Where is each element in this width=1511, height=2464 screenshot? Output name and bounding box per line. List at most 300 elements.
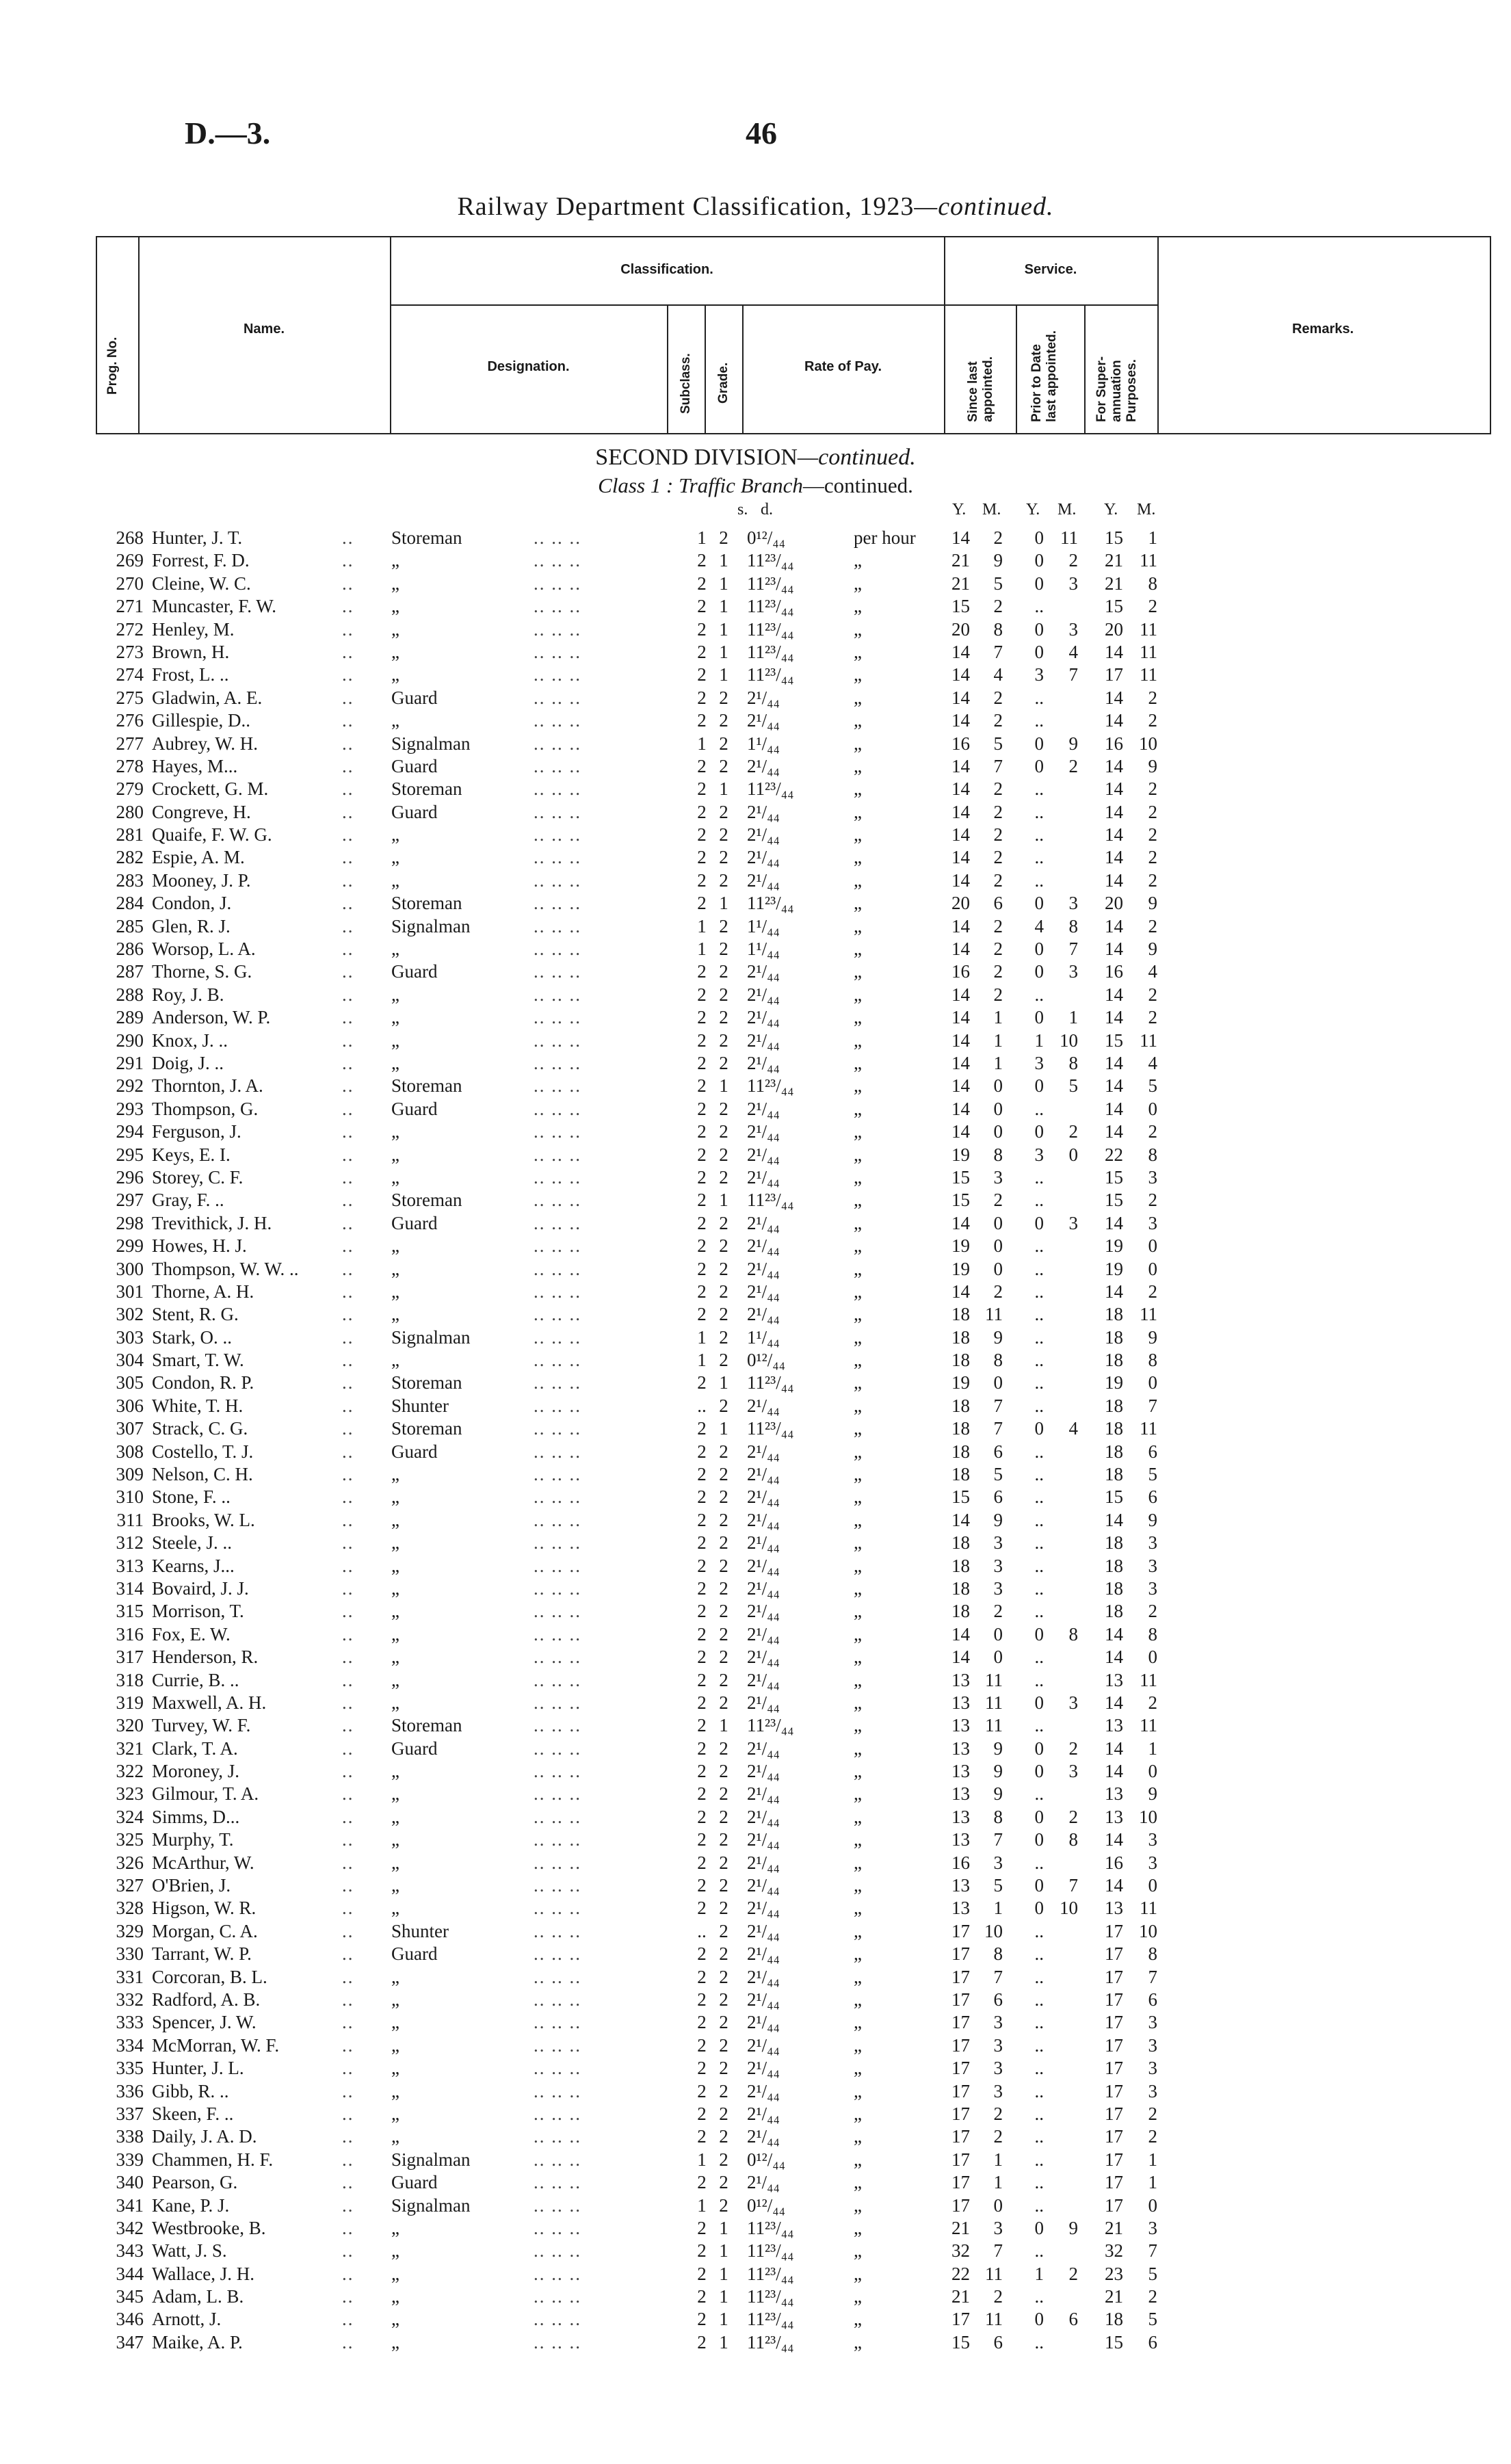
leader-dots: .. .. .. [534, 755, 581, 776]
employee-name-cell: Stent, R. G. [152, 1304, 239, 1325]
rate-of-pay-cell: 2¹/₄₄ [747, 2103, 780, 2124]
prior-years-cell: .. [1034, 1258, 1044, 1279]
rate-of-pay-cell: 2¹/₄₄ [747, 824, 780, 846]
leader-dots: .. [342, 2263, 354, 2284]
leader-dots: .. .. .. [534, 1235, 581, 1257]
leader-dots: .. .. .. [534, 1829, 581, 1850]
designation-cell: „ [391, 596, 399, 617]
since-years-cell: 14 [951, 984, 970, 1005]
prog-no-cell: 311 [116, 1509, 144, 1530]
prog-no-cell: 331 [116, 1966, 144, 1987]
leader-dots: .. .. .. [534, 1098, 581, 1119]
subclass-cell: 1 [697, 915, 707, 936]
prior-years-cell: .. [1034, 2080, 1044, 2101]
since-months-cell: 3 [993, 1555, 1003, 1576]
subclass-cell: 2 [697, 1075, 707, 1097]
prior-years-cell: .. [1034, 2012, 1044, 2033]
designation-cell: „ [391, 1121, 399, 1142]
prog-no-cell: 268 [116, 527, 144, 548]
employee-name-cell: Quaife, F. W. G. [152, 824, 272, 846]
designation-cell: Guard [391, 961, 438, 982]
prog-no-cell: 303 [116, 1326, 144, 1348]
prior-years-cell: .. [1034, 2286, 1044, 2307]
rate-unit-cell: „ [854, 1144, 862, 1165]
rate-unit-cell: „ [854, 1258, 862, 1279]
table-row [0, 1235, 1511, 1257]
rate-of-pay-cell: 2¹/₄₄ [747, 984, 780, 1005]
rate-of-pay-cell: 2¹/₄₄ [747, 2012, 780, 2033]
employee-name-cell: Morgan, C. A. [152, 1920, 258, 1941]
subclass-cell: 2 [697, 2309, 707, 2330]
super-years-cell: 21 [1105, 2217, 1123, 2238]
employee-name-cell: Roy, J. B. [152, 984, 224, 1005]
rate-of-pay-cell: 2¹/₄₄ [747, 1875, 780, 1896]
since-years-cell: 21 [951, 2217, 970, 2238]
table-row [0, 1897, 1511, 1919]
super-years-cell: 32 [1105, 2240, 1123, 2262]
header-grade: Grade. [716, 362, 731, 404]
rate-unit-cell: „ [854, 1166, 862, 1188]
rate-unit-cell: „ [854, 641, 862, 662]
super-months-cell: 0 [1148, 1761, 1157, 1782]
rate-of-pay-cell: 1¹/₄₄ [747, 1326, 780, 1348]
leader-dots: .. .. .. [534, 1166, 581, 1188]
super-years-cell: 18 [1105, 1304, 1123, 1325]
super-months-cell: 1 [1148, 527, 1157, 548]
leader-dots: .. [342, 664, 354, 685]
leader-dots: .. .. .. [534, 1190, 581, 1211]
prog-no-cell: 282 [116, 847, 144, 868]
header-remarks: Remarks. [1291, 322, 1354, 337]
prior-years-cell: .. [1034, 1555, 1044, 1576]
rate-of-pay-cell: 11²³/₄₄ [747, 2217, 794, 2238]
prior-years-cell: .. [1034, 1486, 1044, 1508]
super-years-cell: 19 [1105, 1372, 1123, 1393]
employee-name-cell: Anderson, W. P. [152, 1007, 271, 1028]
since-months-cell: 3 [993, 1532, 1003, 1554]
prog-no-cell: 310 [116, 1486, 144, 1508]
grade-cell: 2 [719, 1486, 728, 1508]
prior-years-cell: 3 [1034, 1144, 1044, 1165]
employee-name-cell: Nelson, C. H. [152, 1464, 253, 1485]
since-years-cell: 13 [951, 1898, 970, 1919]
rate-of-pay-cell: 0¹²/₄₄ [747, 1350, 786, 1371]
since-months-cell: 3 [993, 1852, 1003, 1873]
leader-dots: .. .. .. [534, 1852, 581, 1873]
rate-unit-cell: „ [854, 1235, 862, 1257]
subclass-cell: 2 [697, 2240, 707, 2262]
table-row [0, 1966, 1511, 1989]
leader-dots: .. [342, 1898, 354, 1919]
leader-dots: .. [342, 1623, 354, 1644]
since-years-cell: 15 [951, 1190, 970, 1211]
grade-cell: 2 [719, 1281, 728, 1302]
super-years-cell: 15 [1105, 527, 1123, 548]
rate-unit-cell: „ [854, 1761, 862, 1782]
since-years-cell: 16 [951, 961, 970, 982]
rate-of-pay-cell: 2¹/₄₄ [747, 1030, 780, 1051]
prog-no-cell: 322 [116, 1761, 144, 1782]
leader-dots: .. .. .. [534, 1806, 581, 1827]
since-months-cell: 2 [993, 984, 1003, 1005]
leader-dots: .. .. .. [534, 2058, 581, 2079]
rate-unit-cell: „ [854, 1852, 862, 1873]
rate-unit-cell: „ [854, 1121, 862, 1142]
rate-of-pay-cell: 11²³/₄₄ [747, 1418, 794, 1439]
grade-cell: 2 [719, 2194, 728, 2216]
leader-dots: .. [342, 1852, 354, 1873]
super-months-cell: 10 [1139, 1806, 1157, 1827]
super-years-cell: 19 [1105, 1235, 1123, 1257]
leader-dots: .. .. .. [534, 1212, 581, 1233]
since-months-cell: 0 [993, 1623, 1003, 1644]
prior-years-cell: .. [1034, 596, 1044, 617]
rate-unit-cell: „ [854, 1532, 862, 1554]
prior-years-cell: .. [1034, 1852, 1044, 1873]
prog-no-cell: 288 [116, 984, 144, 1005]
rate-of-pay-cell: 2¹/₄₄ [747, 1235, 780, 1257]
leader-dots: .. [342, 755, 354, 776]
leader-dots: .. [342, 1692, 354, 1713]
rate-unit-cell: „ [854, 1875, 862, 1896]
super-months-cell: 0 [1148, 1875, 1157, 1896]
super-months-cell: 2 [1148, 596, 1157, 617]
employee-name-cell: Keys, E. I. [152, 1144, 231, 1165]
grade-cell: 2 [719, 847, 728, 868]
prog-no-cell: 301 [116, 1281, 144, 1302]
prior-years-cell: 0 [1034, 1738, 1044, 1759]
super-years-cell: 14 [1105, 1875, 1123, 1896]
prog-no-cell: 302 [116, 1304, 144, 1325]
designation-cell: Signalman [391, 915, 471, 936]
rate-unit-cell: „ [854, 2080, 862, 2101]
leader-dots: .. [342, 1007, 354, 1028]
since-years-cell: 17 [951, 2172, 970, 2193]
prog-no-cell: 326 [116, 1852, 144, 1873]
prior-months-cell: 2 [1068, 755, 1078, 776]
prior-years-cell: .. [1034, 1350, 1044, 1371]
table-row [0, 1395, 1511, 1417]
since-years-cell: 13 [951, 1761, 970, 1782]
grade-cell: 2 [719, 1052, 728, 1073]
super-months-cell: 9 [1148, 755, 1157, 776]
super-months-cell: 2 [1148, 2126, 1157, 2147]
prior-years-cell: .. [1034, 1464, 1044, 1485]
employee-name-cell: Pearson, G. [152, 2172, 238, 2193]
grade-cell: 2 [719, 527, 728, 548]
designation-cell: „ [391, 1464, 399, 1485]
leader-dots: .. .. .. [534, 893, 581, 914]
prior-months-cell: 3 [1068, 1761, 1078, 1782]
since-months-cell: 8 [993, 1350, 1003, 1371]
leader-dots: .. .. .. [534, 1030, 581, 1051]
table-row [0, 1098, 1511, 1120]
since-months-cell: 2 [993, 710, 1003, 731]
designation-cell: Storeman [391, 527, 462, 548]
unit-pence: d. [761, 501, 773, 519]
subclass-cell: 1 [697, 2194, 707, 2216]
leader-dots: .. [342, 1258, 354, 1279]
prog-no-cell: 340 [116, 2172, 144, 2193]
employee-name-cell: Congreve, H. [152, 801, 251, 822]
leader-dots: .. [342, 1669, 354, 1690]
rate-unit-cell: „ [854, 984, 862, 1005]
leader-dots: .. [342, 1144, 354, 1165]
since-years-cell: 17 [951, 1920, 970, 1941]
since-months-cell: 1 [993, 1898, 1003, 1919]
super-months-cell: 11 [1140, 618, 1157, 640]
leader-dots: .. .. .. [534, 1555, 581, 1576]
prior-months-cell: 2 [1068, 550, 1078, 571]
rate-of-pay-cell: 2¹/₄₄ [747, 687, 780, 708]
grade-cell: 2 [719, 1144, 728, 1165]
super-months-cell: 11 [1140, 1418, 1157, 1439]
since-months-cell: 0 [993, 1212, 1003, 1233]
since-years-cell: 14 [951, 710, 970, 731]
employee-name-cell: Chammen, H. F. [152, 2149, 274, 2170]
grade-cell: 2 [719, 1966, 728, 1987]
super-years-cell: 14 [1105, 778, 1123, 800]
table-row [0, 801, 1511, 824]
employee-name-cell: Adam, L. B. [152, 2286, 244, 2307]
super-years-cell: 19 [1105, 1258, 1123, 1279]
table-row [0, 1075, 1511, 1097]
since-years-cell: 14 [951, 1007, 970, 1028]
super-months-cell: 9 [1148, 939, 1157, 960]
super-years-cell: 18 [1105, 1577, 1123, 1599]
rate-unit-cell: „ [854, 2194, 862, 2216]
grade-cell: 1 [719, 550, 728, 571]
leader-dots: .. .. .. [534, 2126, 581, 2147]
grade-cell: 2 [719, 1441, 728, 1462]
grade-cell: 2 [719, 2080, 728, 2101]
subclass-cell: 2 [697, 1304, 707, 1325]
employee-name-cell: Higson, W. R. [152, 1898, 257, 1919]
prior-years-cell: 0 [1034, 2309, 1044, 2330]
leader-dots: .. .. .. [534, 641, 581, 662]
designation-cell: „ [391, 1852, 399, 1873]
prior-years-cell: 0 [1034, 961, 1044, 982]
grade-cell: 1 [719, 2331, 728, 2352]
leader-dots: .. .. .. [534, 1532, 581, 1554]
prog-no-cell: 287 [116, 961, 144, 982]
rate-unit-cell: „ [854, 755, 862, 776]
designation-cell: Storeman [391, 1075, 462, 1097]
prior-years-cell: .. [1034, 1577, 1044, 1599]
rate-of-pay-cell: 2¹/₄₄ [747, 2172, 780, 2193]
subclass-cell: 2 [697, 1212, 707, 1233]
prior-years-cell: .. [1034, 1601, 1044, 1622]
employee-name-cell: Henley, M. [152, 618, 235, 640]
grade-cell: 2 [719, 1235, 728, 1257]
since-months-cell: 11 [985, 2309, 1003, 2330]
leader-dots: .. [342, 1372, 354, 1393]
designation-cell: „ [391, 1166, 399, 1188]
since-months-cell: 2 [993, 687, 1003, 708]
super-months-cell: 2 [1148, 984, 1157, 1005]
subclass-cell: 2 [697, 664, 707, 685]
since-years-cell: 14 [951, 1030, 970, 1051]
designation-cell: „ [391, 1258, 399, 1279]
leader-dots: .. [342, 1806, 354, 1827]
subclass-cell: 2 [697, 1692, 707, 1713]
super-years-cell: 17 [1105, 2149, 1123, 2170]
since-years-cell: 13 [951, 1875, 970, 1896]
rate-of-pay-cell: 2¹/₄₄ [747, 847, 780, 868]
prior-months-cell: 9 [1068, 2217, 1078, 2238]
subclass-cell: 2 [697, 596, 707, 617]
rate-unit-cell: „ [854, 2126, 862, 2147]
unit-labels [0, 501, 1511, 525]
employee-name-cell: Murphy, T. [152, 1829, 234, 1850]
employee-name-cell: Turvey, W. F. [152, 1715, 251, 1736]
rate-of-pay-cell: 11²³/₄₄ [747, 2240, 794, 2262]
designation-cell: Guard [391, 1738, 438, 1759]
super-years-cell: 14 [1105, 801, 1123, 822]
leader-dots: .. .. .. [534, 915, 581, 936]
leader-dots: .. [342, 1350, 354, 1371]
leader-dots: .. [342, 2126, 354, 2147]
since-months-cell: 9 [993, 1738, 1003, 1759]
leader-dots: .. .. .. [534, 618, 581, 640]
prior-years-cell: 0 [1034, 1007, 1044, 1028]
prior-years-cell: 0 [1034, 1875, 1044, 1896]
since-months-cell: 0 [993, 1121, 1003, 1142]
prog-no-cell: 297 [116, 1190, 144, 1211]
super-years-cell: 14 [1105, 687, 1123, 708]
prior-months-cell: 3 [1068, 1212, 1078, 1233]
rate-unit-cell: „ [854, 824, 862, 846]
table-row [0, 1189, 1511, 1211]
rate-unit-cell: „ [854, 1372, 862, 1393]
rate-of-pay-cell: 2¹/₄₄ [747, 1989, 780, 2010]
since-years-cell: 14 [951, 915, 970, 936]
employee-name-cell: O'Brien, J. [152, 1875, 231, 1896]
grade-cell: 2 [719, 1601, 728, 1622]
super-years-cell: 14 [1105, 847, 1123, 868]
grade-cell: 2 [719, 1806, 728, 1827]
super-months-cell: 2 [1148, 824, 1157, 846]
leader-dots: .. .. .. [534, 1464, 581, 1485]
employee-name-cell: Worsop, L. A. [152, 939, 256, 960]
grade-cell: 2 [719, 1532, 728, 1554]
rate-unit-cell: „ [854, 2309, 862, 2330]
designation-cell: Storeman [391, 778, 462, 800]
employee-name-cell: Doig, J. .. [152, 1052, 224, 1073]
rate-unit-cell: „ [854, 1007, 862, 1028]
table-row [0, 2240, 1511, 2262]
prior-months-cell: 10 [1060, 1898, 1078, 1919]
leader-dots: .. .. .. [534, 573, 581, 594]
employee-name-cell: Condon, J. [152, 893, 232, 914]
rate-of-pay-cell: 2¹/₄₄ [747, 1098, 780, 1119]
prog-no-cell: 320 [116, 1715, 144, 1736]
rate-of-pay-cell: 2¹/₄₄ [747, 1966, 780, 1987]
subclass-cell: 2 [697, 1144, 707, 1165]
leader-dots: .. .. .. [534, 1989, 581, 2010]
since-years-cell: 20 [951, 893, 970, 914]
leader-dots: .. .. .. [534, 1372, 581, 1393]
division-suffix: —continued. [797, 445, 916, 470]
super-years-cell: 17 [1105, 2103, 1123, 2124]
designation-cell: Guard [391, 1212, 438, 1233]
super-years-cell: 17 [1105, 1989, 1123, 2010]
leader-dots: .. .. .. [534, 1441, 581, 1462]
leader-dots: .. [342, 1601, 354, 1622]
leader-dots: .. .. .. [534, 1623, 581, 1644]
super-years-cell: 14 [1105, 1623, 1123, 1644]
employee-name-cell: Maike, A. P. [152, 2331, 243, 2352]
designation-cell: „ [391, 1601, 399, 1622]
subclass-cell: 2 [697, 1806, 707, 1827]
table-row [0, 709, 1511, 732]
since-years-cell: 14 [951, 1509, 970, 1530]
since-years-cell: 17 [951, 2103, 970, 2124]
prog-no-cell: 323 [116, 1783, 144, 1805]
table-row [0, 1052, 1511, 1075]
since-months-cell: 2 [993, 801, 1003, 822]
prior-years-cell: 0 [1034, 1806, 1044, 1827]
super-months-cell: 5 [1148, 1075, 1157, 1097]
since-months-cell: 4 [993, 664, 1003, 685]
employee-name-cell: Wallace, J. H. [152, 2263, 255, 2284]
super-months-cell: 3 [1148, 2058, 1157, 2079]
since-months-cell: 3 [993, 2080, 1003, 2101]
since-months-cell: 2 [993, 939, 1003, 960]
leader-dots: .. [342, 1166, 354, 1188]
since-years-cell: 17 [951, 1989, 970, 2010]
subclass-cell: 2 [697, 824, 707, 846]
rate-unit-cell: „ [854, 2286, 862, 2307]
rate-unit-cell: „ [854, 1075, 862, 1097]
grade-cell: 2 [719, 1212, 728, 1233]
table-row [0, 755, 1511, 778]
designation-cell: „ [391, 824, 399, 846]
since-months-cell: 0 [993, 1075, 1003, 1097]
prior-years-cell: .. [1034, 984, 1044, 1005]
leader-dots: .. [342, 984, 354, 1005]
super-months-cell: 5 [1148, 2309, 1157, 2330]
table-row [0, 641, 1511, 664]
leader-dots: .. .. .. [534, 1601, 581, 1622]
table-row [0, 1600, 1511, 1623]
employee-name-cell: Stone, F. .. [152, 1486, 231, 1508]
super-years-cell: 18 [1105, 1350, 1123, 1371]
super-months-cell: 2 [1148, 2103, 1157, 2124]
subclass-cell: 2 [697, 2103, 707, 2124]
employee-name-cell: Thorne, S. G. [152, 961, 252, 982]
prog-no-cell: 285 [116, 915, 144, 936]
prog-no-cell: 321 [116, 1738, 144, 1759]
subclass-cell: 2 [697, 1052, 707, 1073]
super-months-cell: 3 [1148, 1577, 1157, 1599]
super-years-cell: 17 [1105, 2058, 1123, 2079]
super-months-cell: 2 [1148, 687, 1157, 708]
rate-unit-cell: „ [854, 1395, 862, 1416]
prior-years-cell: 0 [1034, 550, 1044, 571]
designation-cell: „ [391, 1235, 399, 1257]
page-header [0, 115, 1511, 170]
prog-no-cell: 329 [116, 1920, 144, 1941]
super-years-cell: 14 [1105, 1761, 1123, 1782]
since-months-cell: 0 [993, 2194, 1003, 2216]
leader-dots: .. [342, 2080, 354, 2101]
leader-dots: .. .. .. [534, 2172, 581, 2193]
prior-months-cell: 7 [1068, 939, 1078, 960]
prior-years-cell: .. [1034, 801, 1044, 822]
since-years-cell: 32 [951, 2240, 970, 2262]
branch-name: Traffic Branch [679, 473, 803, 497]
